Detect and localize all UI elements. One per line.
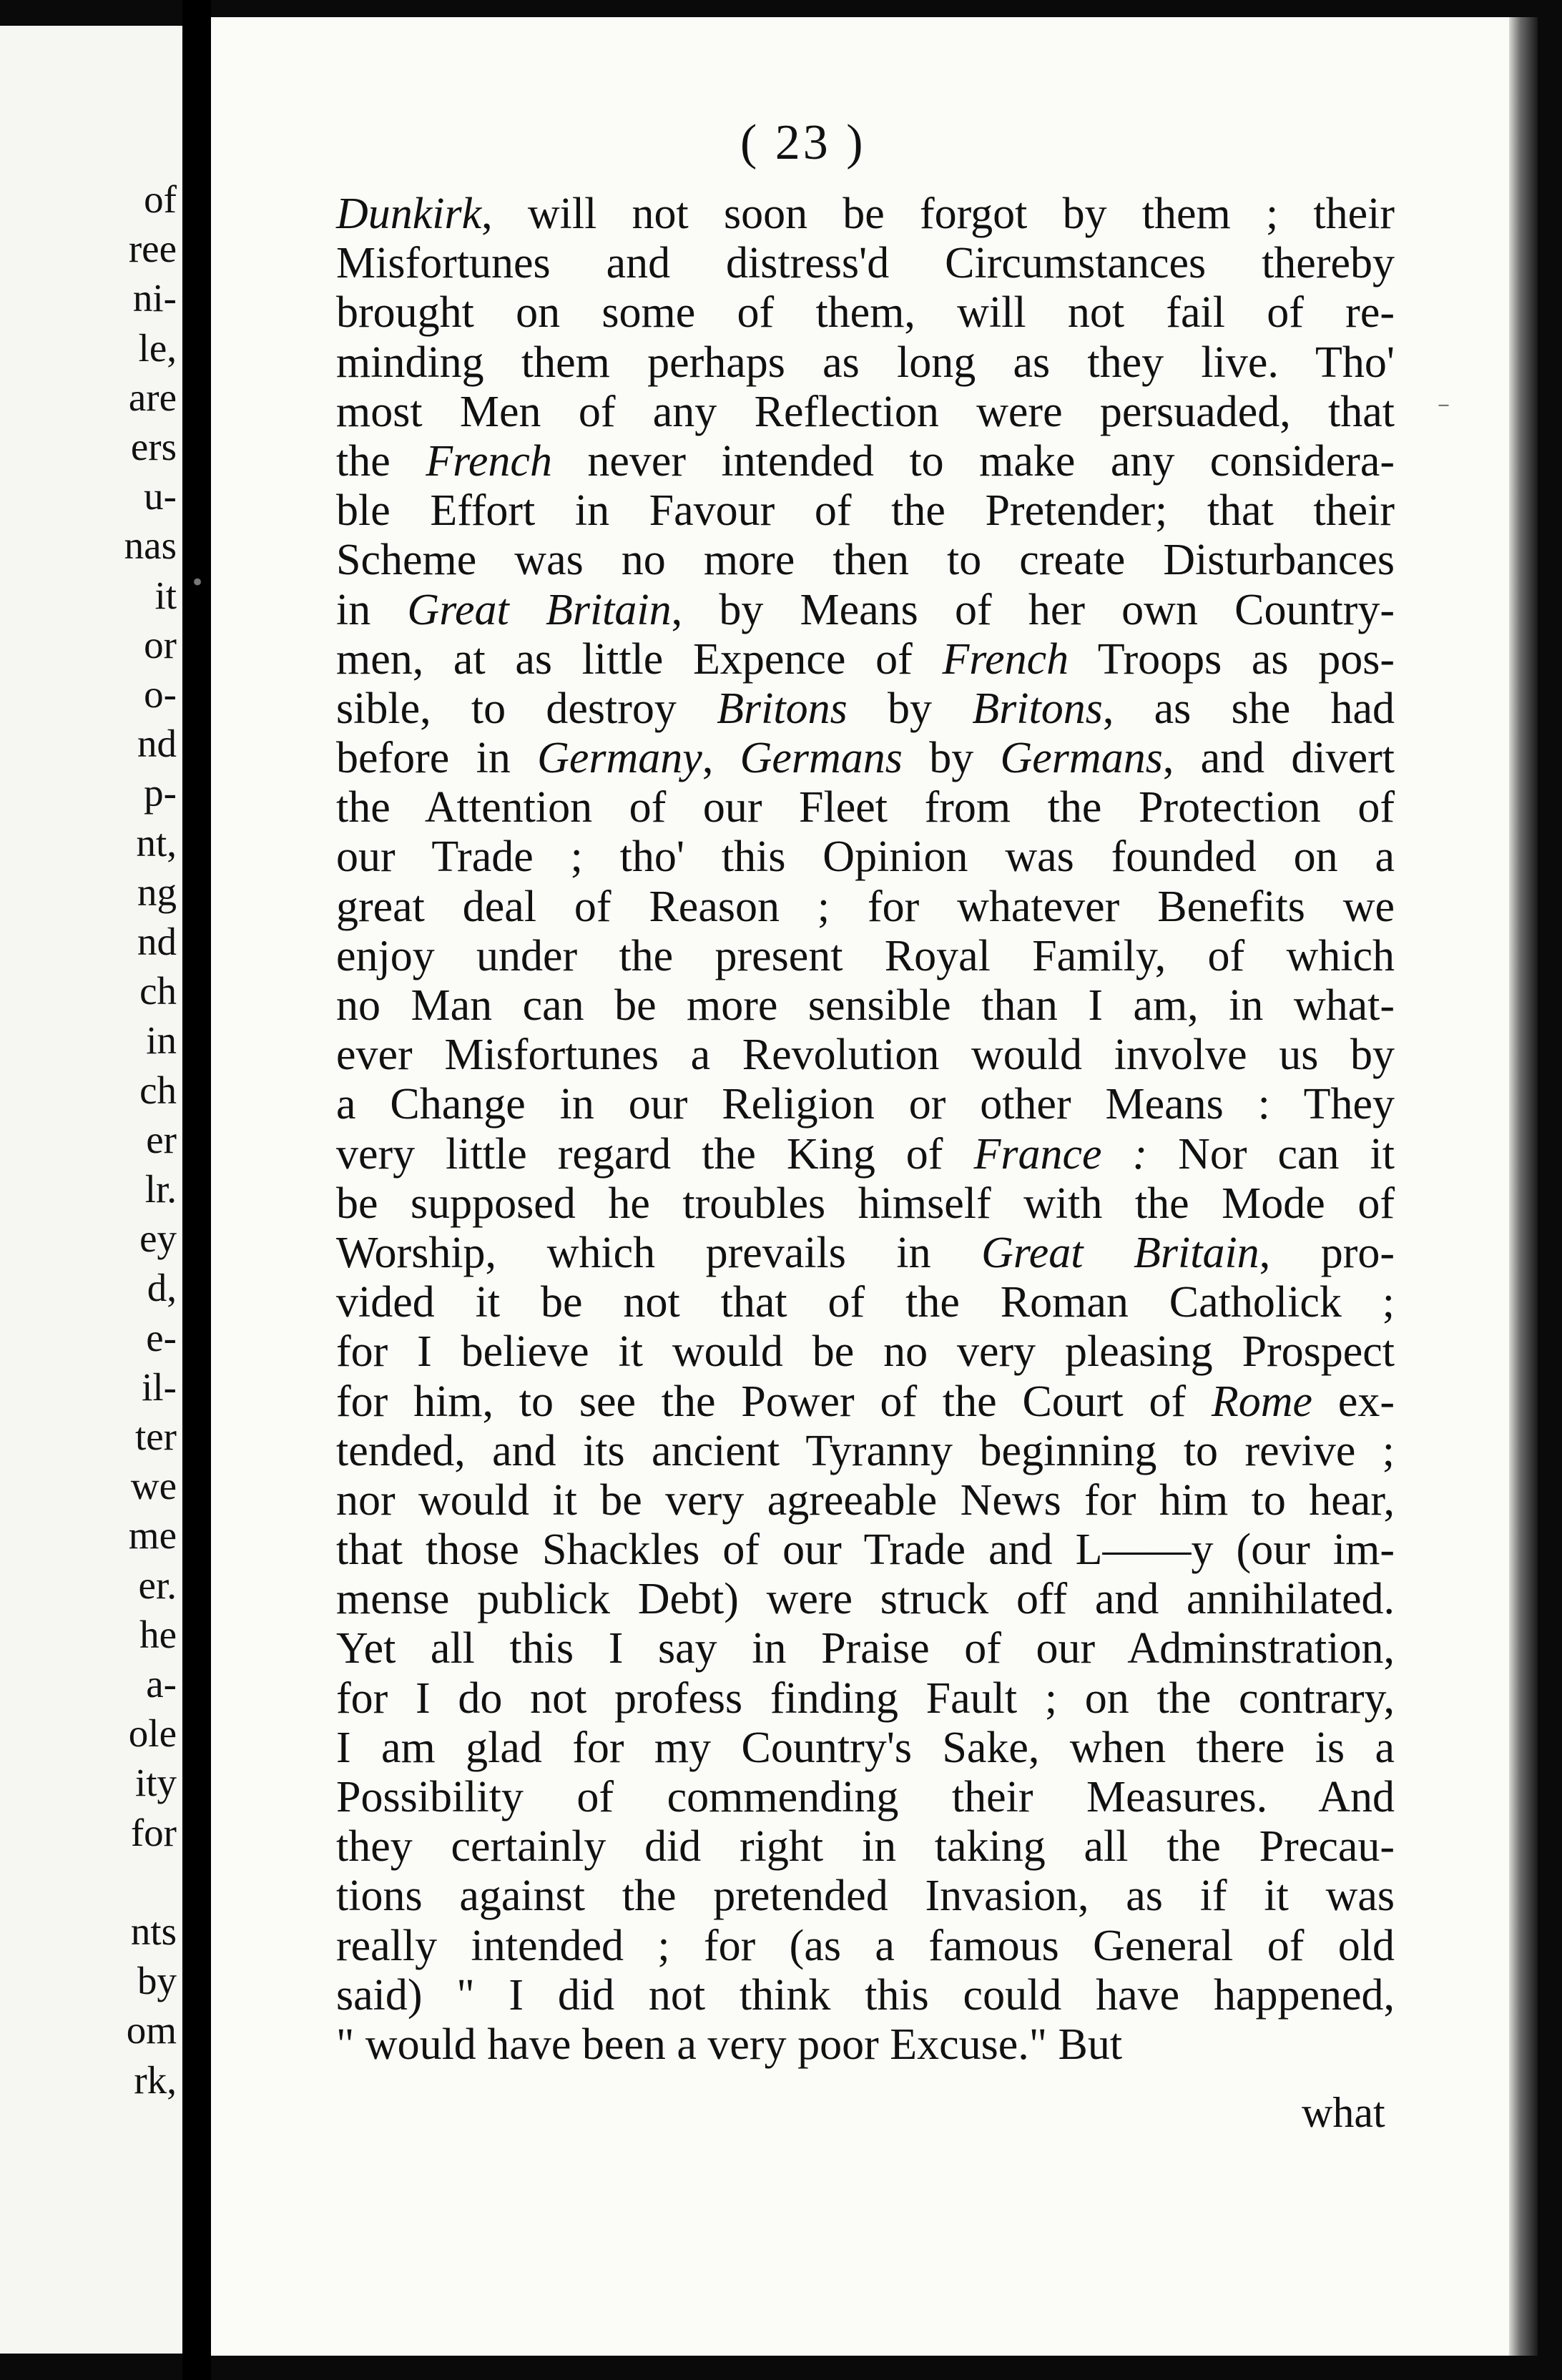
italic-text: French bbox=[942, 634, 1069, 684]
text-run: mense publick Debt) were struck off and annihilated. bbox=[336, 1575, 1395, 1624]
text-run: no Man can be more sensible than I am, in what- bbox=[336, 981, 1395, 1030]
page-number: ( 23 ) bbox=[740, 115, 866, 170]
left-page-line: ch bbox=[139, 1068, 177, 1112]
text-line bbox=[336, 536, 1395, 585]
left-page-line: a- bbox=[146, 1662, 177, 1706]
text-run: Misfortunes and distress'd Circumstances thereby bbox=[336, 239, 1395, 288]
text-run: , by Means of her own Country- bbox=[671, 585, 1395, 634]
text-run: for I believe it would be no very pleasing Prospect bbox=[336, 1327, 1395, 1377]
text-run: the bbox=[336, 436, 426, 486]
left-page-line: or bbox=[144, 622, 177, 667]
left-page-line: ity bbox=[134, 1761, 177, 1805]
text-run: in bbox=[336, 585, 408, 634]
text-run: vided it be not that of the Roman Catholick ; bbox=[336, 1278, 1395, 1327]
italic-text: Great Britain bbox=[407, 585, 672, 634]
text-run: ble Effort in Favour of the Pretender; that their bbox=[336, 486, 1395, 536]
text-run: for him, to see the Power of the Court of bbox=[336, 1377, 1212, 1426]
left-page-line: lr. bbox=[144, 1167, 177, 1211]
left-page-line: nd bbox=[137, 722, 177, 766]
left-page-line: nts bbox=[130, 1909, 177, 1953]
left-page-line: d, bbox=[147, 1266, 177, 1310]
text-run: a Change in our Religion or other Means : They bbox=[336, 1080, 1395, 1129]
italic-text: Great Britain bbox=[981, 1228, 1259, 1277]
text-run: men, at as little Expence of bbox=[336, 634, 943, 684]
text-line bbox=[336, 1130, 1395, 1179]
text-line bbox=[336, 1822, 1395, 1872]
italic-text: Rome bbox=[1211, 1377, 1313, 1426]
text-run: minding them perhaps as long as they live. Tho' bbox=[336, 338, 1395, 387]
text-run: I am glad for my Country's Sake, when there is a bbox=[336, 1723, 1395, 1772]
text-run: before in bbox=[336, 734, 538, 783]
text-run: really intended ; for (as a famous General of old bbox=[336, 1921, 1395, 1970]
italic-text: French bbox=[426, 436, 552, 486]
italic-text: Dunkirk bbox=[336, 190, 482, 238]
text-line bbox=[336, 734, 1395, 783]
left-page-line: om bbox=[126, 2008, 177, 2052]
text-line bbox=[336, 338, 1395, 388]
text-run: said) " I did not think this could have happened, bbox=[336, 1970, 1395, 2020]
text-line bbox=[336, 1377, 1395, 1427]
text-line bbox=[336, 932, 1395, 981]
text-run: the Attention of our Fleet from the Protection of bbox=[336, 783, 1395, 832]
scan-mark-dot: • bbox=[190, 569, 205, 597]
text-line bbox=[336, 882, 1395, 932]
text-run: by bbox=[847, 684, 973, 733]
italic-text: Germans bbox=[740, 734, 903, 783]
text-line bbox=[336, 1476, 1395, 1525]
left-page-line: ole bbox=[128, 1711, 177, 1756]
text-run: " would have been a very poor Excuse." But bbox=[336, 2020, 1123, 2069]
text-run: brought on some of them, will not fail of re- bbox=[336, 288, 1395, 338]
text-line bbox=[336, 1922, 1395, 1971]
left-page-line: by bbox=[137, 1959, 177, 2003]
left-page-line: we bbox=[130, 1464, 177, 1508]
text-line bbox=[336, 1723, 1395, 1773]
text-run: never intended to make any considera- bbox=[551, 436, 1395, 486]
text-run: , bbox=[702, 734, 740, 783]
text-line bbox=[336, 1575, 1395, 1624]
text-run: tions against the pretended Invasion, as if it was bbox=[336, 1872, 1395, 1921]
text-run: Yet all this I say in Praise of our Adminstration, bbox=[336, 1624, 1395, 1673]
left-page-line: it bbox=[154, 573, 177, 617]
left-page-line: nas bbox=[124, 523, 177, 568]
text-run: that those Shackles of our Trade and L——y (our im- bbox=[336, 1525, 1395, 1575]
text-run: for I do not profess finding Fault ; on the contrary, bbox=[336, 1673, 1395, 1723]
text-line bbox=[336, 2020, 1395, 2070]
text-line bbox=[336, 1773, 1395, 1822]
left-page-line: in bbox=[146, 1018, 177, 1063]
text-line bbox=[336, 388, 1395, 437]
left-page-line: ey bbox=[139, 1216, 177, 1261]
text-run: sible, to destroy bbox=[336, 684, 717, 733]
left-page-line: ree bbox=[128, 227, 177, 271]
text-line bbox=[336, 1031, 1395, 1080]
left-page-line: er bbox=[146, 1117, 177, 1161]
left-page-line: of bbox=[144, 177, 177, 221]
text-line bbox=[336, 981, 1395, 1031]
left-page-line: rk, bbox=[134, 2057, 177, 2102]
text-run: our Trade ; tho' this Opinion was founded on a bbox=[336, 832, 1395, 882]
text-run: be supposed he troubles himself with the Mode of bbox=[336, 1179, 1395, 1228]
italic-text: Germans bbox=[1000, 734, 1163, 783]
left-page-line: are bbox=[128, 375, 177, 419]
book-gutter bbox=[182, 0, 211, 2380]
text-run: enjoy under the present Royal Family, of which bbox=[336, 931, 1395, 980]
text-line bbox=[336, 1525, 1395, 1575]
text-line bbox=[336, 1080, 1395, 1129]
text-line bbox=[336, 1971, 1395, 2020]
left-page-line: ni- bbox=[132, 276, 177, 320]
left-page-line: ng bbox=[137, 870, 177, 914]
left-page-line: nd bbox=[137, 920, 177, 963]
text-line bbox=[336, 783, 1395, 832]
text-run: most Men of any Reflection were persuaded, that bbox=[336, 387, 1395, 436]
text-line bbox=[336, 437, 1395, 486]
text-line bbox=[336, 1229, 1395, 1278]
left-page-line: he bbox=[139, 1612, 177, 1656]
left-page-line: ch bbox=[139, 969, 177, 1013]
text-line bbox=[336, 190, 1395, 239]
left-page-line: for bbox=[130, 1810, 177, 1854]
left-page-line: e- bbox=[146, 1315, 177, 1359]
text-run: Possibility of commending their Measures. And bbox=[336, 1773, 1395, 1821]
text-run: , will not soon be forgot by them ; their bbox=[481, 190, 1395, 238]
text-line bbox=[336, 832, 1395, 882]
italic-text: Britons bbox=[972, 684, 1103, 733]
left-page-line: u- bbox=[144, 474, 177, 518]
italic-text: Germany bbox=[537, 734, 702, 783]
body-text bbox=[336, 190, 1395, 2070]
text-run: nor would it be very agreeable News for him to hear, bbox=[336, 1475, 1395, 1525]
text-run: Nor can it bbox=[1147, 1129, 1395, 1179]
text-run: by bbox=[902, 734, 1001, 783]
scan-mark-dash: – bbox=[1438, 390, 1450, 418]
left-page-line: il- bbox=[142, 1364, 177, 1409]
left-page-fragment bbox=[0, 26, 182, 2354]
text-line bbox=[336, 1624, 1395, 1673]
text-line bbox=[336, 486, 1395, 536]
text-run: , pro- bbox=[1259, 1228, 1395, 1277]
text-run: Worship, which prevails in bbox=[336, 1228, 982, 1277]
text-line bbox=[336, 239, 1395, 288]
left-page-line: nt, bbox=[136, 820, 177, 865]
left-page-line: p- bbox=[144, 771, 177, 815]
text-line bbox=[336, 635, 1395, 684]
text-run: they certainly did right in taking all the Precau- bbox=[336, 1822, 1395, 1872]
left-page-line: le, bbox=[138, 325, 177, 370]
italic-text: Britons bbox=[717, 684, 848, 733]
left-page-line: er. bbox=[138, 1563, 177, 1607]
italic-text: France : bbox=[973, 1129, 1148, 1179]
text-run: , as she had bbox=[1102, 684, 1395, 733]
left-page-line: me bbox=[128, 1513, 177, 1558]
text-run: , and divert bbox=[1162, 734, 1395, 783]
text-run: ex- bbox=[1312, 1377, 1395, 1426]
left-page-line: ter bbox=[134, 1415, 177, 1458]
text-run: very little regard the King of bbox=[336, 1129, 974, 1179]
text-run: Scheme was no more then to create Disturbances bbox=[336, 536, 1395, 585]
text-line bbox=[336, 1179, 1395, 1229]
page-edge-shadow bbox=[1509, 17, 1538, 2356]
text-line bbox=[336, 1872, 1395, 1921]
text-line bbox=[336, 1427, 1395, 1476]
text-line bbox=[336, 586, 1395, 635]
text-line bbox=[336, 1674, 1395, 1723]
catchword: what bbox=[1302, 2089, 1385, 2136]
text-line bbox=[336, 1278, 1395, 1327]
text-line bbox=[336, 288, 1395, 338]
text-run: tended, and its ancient Tyranny beginning to revive ; bbox=[336, 1426, 1395, 1475]
text-run: great deal of Reason ; for whatever Benefits we bbox=[336, 882, 1395, 931]
left-page-line: ers bbox=[130, 425, 177, 468]
text-line bbox=[336, 684, 1395, 734]
left-page-line: o- bbox=[144, 672, 177, 716]
text-run: ever Misfortunes a Revolution would involve us by bbox=[336, 1031, 1395, 1080]
text-line bbox=[336, 1327, 1395, 1377]
text-run: Troops as pos- bbox=[1069, 634, 1395, 684]
